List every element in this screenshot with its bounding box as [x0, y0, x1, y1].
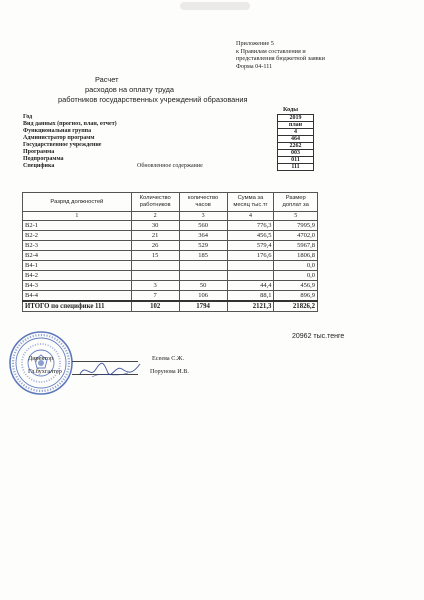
cell-workers: 7: [131, 291, 179, 302]
cell-sum: 776,3: [227, 221, 274, 231]
table-row: [23, 251, 318, 261]
requisite-code: 464: [277, 135, 314, 143]
col-number: 5: [274, 212, 318, 221]
cell-extra: 7995,9: [274, 221, 318, 231]
table-row: [23, 261, 318, 271]
col-header-extra: Размер доплат за: [274, 193, 318, 212]
requisite-row: [23, 121, 313, 128]
column-number-row: [23, 212, 318, 221]
requisite-row: [23, 128, 313, 135]
requisite-code: 111: [277, 163, 314, 171]
requisite-label: Программа: [23, 149, 55, 155]
cell-grade: B4-3: [23, 281, 132, 291]
requisite-row: [23, 114, 313, 121]
requisite-label: Подпрограмма: [23, 156, 64, 162]
accountant-label: Гл.бухгалтер: [28, 368, 62, 375]
doc-subtitle: расходов на оплату труда: [85, 85, 174, 94]
director-label: Директор: [28, 355, 54, 362]
cell-extra: 4702,0: [274, 231, 318, 241]
col-number: 4: [227, 212, 274, 221]
table-row: [23, 291, 318, 302]
cell-hours: [179, 261, 227, 271]
doc-subtitle-2: работников государственных учреждений образования: [58, 95, 248, 104]
cell-extra: 896,9: [274, 291, 318, 302]
cell-extra: 0,0: [274, 261, 318, 271]
cell-sum: 44,4: [227, 281, 274, 291]
col-header-hours: количество часов: [179, 193, 227, 212]
salary-table: [22, 192, 318, 312]
scan-smudge: [180, 2, 250, 10]
cell-workers: 26: [131, 241, 179, 251]
cell-hours: 185: [179, 251, 227, 261]
table-row: [23, 271, 318, 281]
requisite-code: план: [277, 121, 314, 129]
requisite-code: 4: [277, 128, 314, 136]
table-row: [23, 241, 318, 251]
cell-sum: 176,6: [227, 251, 274, 261]
table-row: [23, 231, 318, 241]
total-sum: 2121,3: [227, 301, 274, 312]
handwritten-signature: [78, 359, 142, 381]
cell-sum: 88,1: [227, 291, 274, 302]
requisite-label: Вид данных (прогноз, план, отчет): [23, 121, 117, 127]
cell-hours: 560: [179, 221, 227, 231]
cell-hours: [179, 271, 227, 281]
cell-extra: 0,0: [274, 271, 318, 281]
table-row: [23, 281, 318, 291]
cell-grade: B4-2: [23, 271, 132, 281]
cell-workers: [131, 271, 179, 281]
seal-stamp: [8, 330, 74, 396]
grand-total: 20962 тыс.тенге: [292, 333, 345, 340]
appendix-line: представления бюджетной заявки: [236, 55, 325, 63]
form-number: Форма 04-111: [236, 62, 273, 70]
requisite-row: [23, 142, 313, 149]
total-workers: 102: [131, 301, 179, 312]
cell-hours: 50: [179, 281, 227, 291]
cell-grade: B2-4: [23, 251, 132, 261]
requisite-row: [23, 149, 313, 156]
requisites-block: [23, 114, 313, 170]
requisite-label: Государственное учреждение: [23, 142, 102, 148]
requisite-row: [23, 135, 313, 142]
appendix-note: [236, 40, 336, 70]
requisite-code: 2262: [277, 142, 314, 150]
cell-hours: 364: [179, 231, 227, 241]
requisite-row: [23, 163, 313, 170]
cell-grade: B2-1: [23, 221, 132, 231]
cell-sum: 456,5: [227, 231, 274, 241]
cell-workers: 3: [131, 281, 179, 291]
total-extra: 21826,2: [274, 301, 318, 312]
col-header-grade: Разряд должностей: [23, 193, 132, 212]
cell-workers: [131, 261, 179, 271]
table-total-row: [23, 301, 318, 312]
col-header-workers: Количество работников: [131, 193, 179, 212]
requisite-label: Функциональная группа: [23, 128, 92, 134]
requisite-label: Специфика: [23, 163, 55, 169]
col-number: 3: [179, 212, 227, 221]
cell-extra: 456,9: [274, 281, 318, 291]
appendix-line: Приложение 5: [236, 40, 274, 47]
cell-sum: [227, 261, 274, 271]
requisite-code: 011: [277, 156, 314, 164]
cell-extra: 5967,8: [274, 241, 318, 251]
requisite-label: Администратор программ: [23, 135, 95, 141]
director-name: Есеева С.Ж.: [152, 355, 184, 362]
cell-grade: B2-3: [23, 241, 132, 251]
cell-hours: 106: [179, 291, 227, 302]
col-number: 1: [23, 212, 132, 221]
codes-header: Коды: [283, 106, 299, 113]
table-header-row: [23, 193, 318, 212]
total-label: ИТОГО по специфике 111: [23, 301, 132, 312]
accountant-name: Порунова И.В.: [150, 368, 189, 375]
cell-extra: 1806,8: [274, 251, 318, 261]
requisite-code: 003: [277, 149, 314, 157]
cell-workers: 30: [131, 221, 179, 231]
requisite-row: [23, 156, 313, 163]
appendix-line: к Правилам составления и: [236, 47, 306, 55]
cell-hours: 529: [179, 241, 227, 251]
doc-title: Расчет: [95, 75, 119, 84]
table-row: [23, 221, 318, 231]
requisite-label: Год: [23, 114, 33, 120]
specifics-note: Обновленное содержание: [137, 163, 203, 169]
cell-grade: B4-1: [23, 261, 132, 271]
cell-workers: 21: [131, 231, 179, 241]
requisite-code: 2019: [277, 114, 314, 122]
cell-sum: 579,4: [227, 241, 274, 251]
col-number: 2: [131, 212, 179, 221]
col-header-sum: Сумма за месяц тыс.тг: [227, 193, 274, 212]
cell-grade: B4-4: [23, 291, 132, 302]
cell-grade: B2-2: [23, 231, 132, 241]
cell-workers: 15: [131, 251, 179, 261]
total-hours: 1794: [179, 301, 227, 312]
cell-sum: [227, 271, 274, 281]
